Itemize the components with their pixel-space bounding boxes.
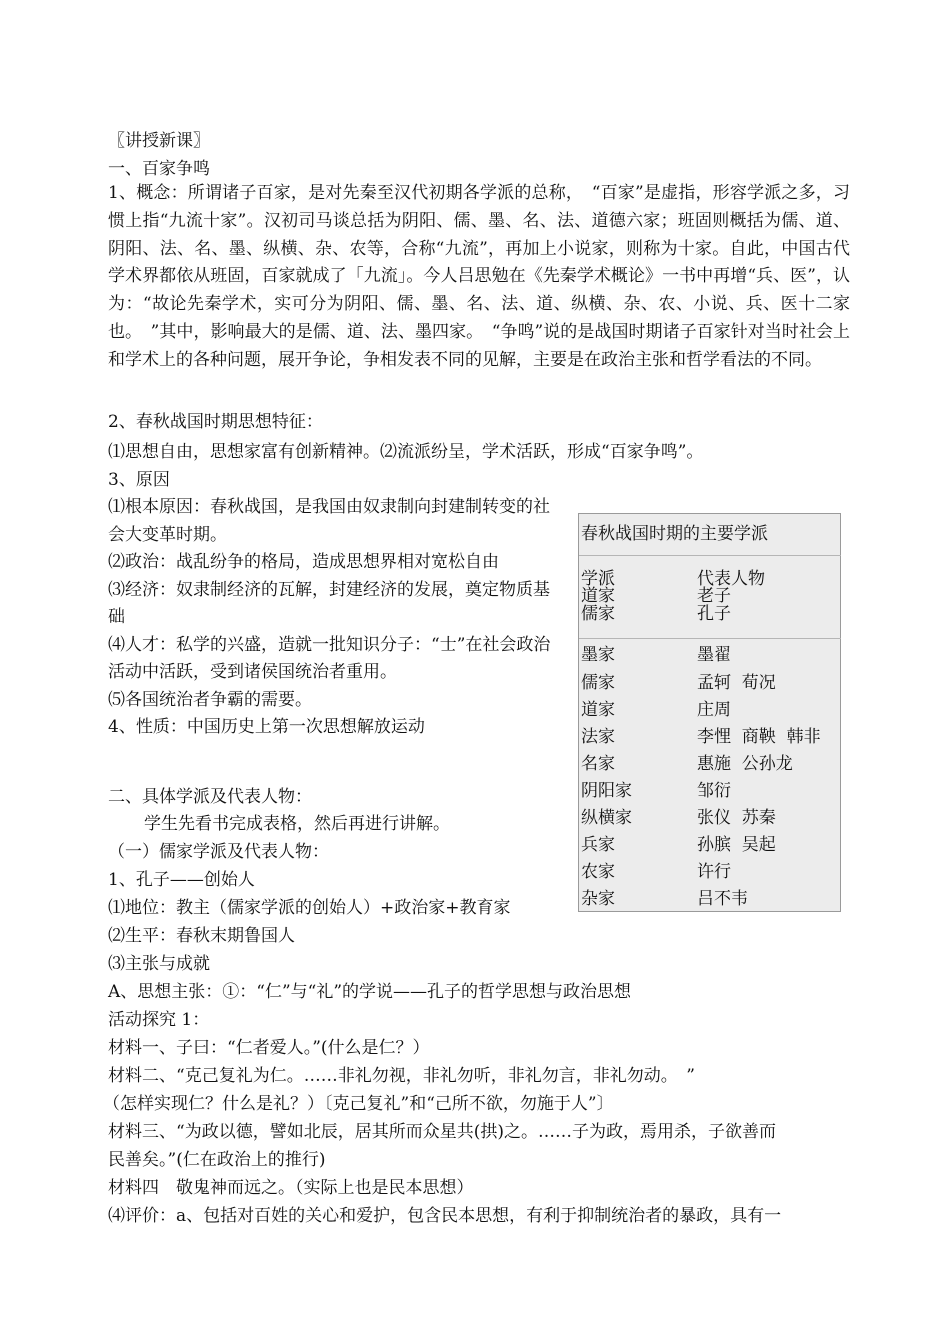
table-row-school: 墨家 [581, 645, 615, 665]
table-row-school: 道家 [581, 586, 615, 606]
part1-heading: 一、百家争鸣 [108, 159, 210, 179]
material-3a: 材料三、“为政以德，譬如北辰，居其所而众星共(拱)之。……子为政，焉用杀，子欲善而 [108, 1122, 776, 1142]
table-row-people: 庄周 [697, 700, 731, 720]
table-row-school: 兵家 [581, 835, 615, 855]
schools-table-title: 春秋战国时期的主要学派 [581, 524, 768, 544]
table-row-people: 张仪 苏秦 [697, 808, 776, 828]
table-row-people: 惠施 公孙龙 [697, 754, 793, 774]
divider [579, 555, 841, 556]
cause-4: ⑷人才：私学的兴盛，造就一批知识分子：“士”在社会政治活动中活跃，受到诸侯国统治者重用。 [108, 634, 551, 682]
table-row-school: 法家 [581, 727, 615, 747]
causes-block [108, 494, 566, 742]
table-row-school: 儒家 [581, 673, 615, 693]
table-row-school: 纵横家 [581, 808, 632, 828]
table-row-people: 孟轲 荀况 [697, 673, 776, 693]
causes-heading: 3、原因 [108, 470, 170, 490]
cause-2: ⑵政治：战乱纷争的格局，造成思想界相对宽松自由 [108, 552, 499, 572]
cause-5: ⑸各国统治者争霸的需要。 [108, 689, 312, 710]
confucian-heading: （一）儒家学派及代表人物： [108, 842, 329, 862]
confucius-title: 1、孔子——创始人 [108, 870, 255, 890]
header-people: 代表人物 [697, 569, 765, 589]
evaluation: ⑷评价：a、包括对百姓的关心和爱护，包含民本思想，有利于抑制统治者的暴政，具有一 [108, 1206, 782, 1226]
table-row-school: 道家 [581, 700, 615, 720]
table-row-people: 吕不韦 [697, 889, 748, 909]
cause-3: ⑶经济：奴隶制经济的瓦解，封建经济的发展，奠定物质基础 [108, 579, 550, 627]
confucius-life: ⑵生平：春秋末期鲁国人 [108, 926, 295, 946]
table-row-school: 农家 [581, 862, 615, 882]
section-tag: 〖讲授新课〗 [108, 131, 210, 151]
nature: 4、性质：中国历史上第一次思想解放运动 [108, 717, 425, 737]
ideas-a: A、思想主张：①：“仁”与“礼”的学说——孔子的哲学思想与政治思想 [108, 982, 632, 1002]
material-3b: 民善矣。”(仁在政治上的推行) [108, 1150, 326, 1170]
table-row-people: 许行 [697, 862, 731, 882]
table-row-people: 李悝 商鞅 韩非 [697, 727, 821, 747]
material-2a: 材料二、“克己复礼为仁。……非礼勿视，非礼勿听，非礼勿言，非礼勿动。 ” [108, 1066, 695, 1086]
cause-1: ⑴根本原因：春秋战国，是我国由奴隶制向封建制转变的社会大变革时期。 [108, 497, 550, 545]
features-heading: 2、春秋战国时期思想特征： [108, 412, 323, 432]
header-school: 学派 [581, 569, 615, 589]
table-row-people: 邹衍 [697, 781, 731, 801]
table-row-school: 儒家 [581, 604, 615, 624]
table-row-school: 名家 [581, 754, 615, 774]
table-row-school: 杂家 [581, 889, 615, 909]
material-4: 材料四 敬鬼神而远之。（实际上也是民本思想） [108, 1178, 474, 1198]
part2-intro: 学生先看书完成表格，然后再进行讲解。 [144, 814, 450, 834]
table-row-people: 老子 [697, 586, 731, 606]
table-row-people: 墨翟 [697, 645, 731, 665]
confucius-status: ⑴地位：教主（儒家学派的创始人）+政治家+教育家 [108, 898, 511, 918]
table-row-people: 孔子 [697, 604, 731, 624]
table-row-school: 阴阳家 [581, 781, 632, 801]
schools-table [578, 513, 841, 912]
features-text: ⑴思想自由，思想家富有创新精神。⑵流派纷呈，学术活跃，形成“百家争鸣”。 [108, 442, 704, 462]
concept-paragraph: 1、概念：所谓诸子百家，是对先秦至汉代初期各学派的总称， “百家”是虚指，形容学派之多，习惯上指“九流十家”。汉初司马谈总括为阴阳、儒、墨、名、法、道德六家；班固则概括为儒、道、阴阳、法、名、墨、纵横、杂、农等，合称“九流”，再加上小说家，则称为十家。自此，中国古代学术界都依从班固，百家就成了「九流」。今人吕思勉在《先秦学术概论》一书中再增“兵、医”，认为：“故论先秦学术，实可分为阴阳、儒、墨、名、法、道、纵横、杂、农、小说、兵、医十二家也。 ”其中，影响最大的是儒、道、法、墨四家。 “争鸣”说的是战国时期诸子百家针对当时社会上和学术上的各种问题，展开争论，争相发表不同的见解，主要是在政治主张和哲学看法的不同。 [108, 183, 850, 370]
divider [579, 638, 841, 639]
ideas-heading: ⑶主张与成就 [108, 954, 210, 974]
table-row-people: 孙膑 吴起 [697, 835, 776, 855]
material-1: 材料一、子曰：“仁者爱人。”(什么是仁？） [108, 1038, 430, 1058]
activity-label: 活动探究 1： [108, 1010, 210, 1030]
material-2b: （怎样实现仁？什么是礼？）〔克己复礼”和“己所不欲，勿施于人”〕 [103, 1094, 614, 1114]
part2-heading: 二、具体学派及代表人物： [108, 787, 312, 807]
